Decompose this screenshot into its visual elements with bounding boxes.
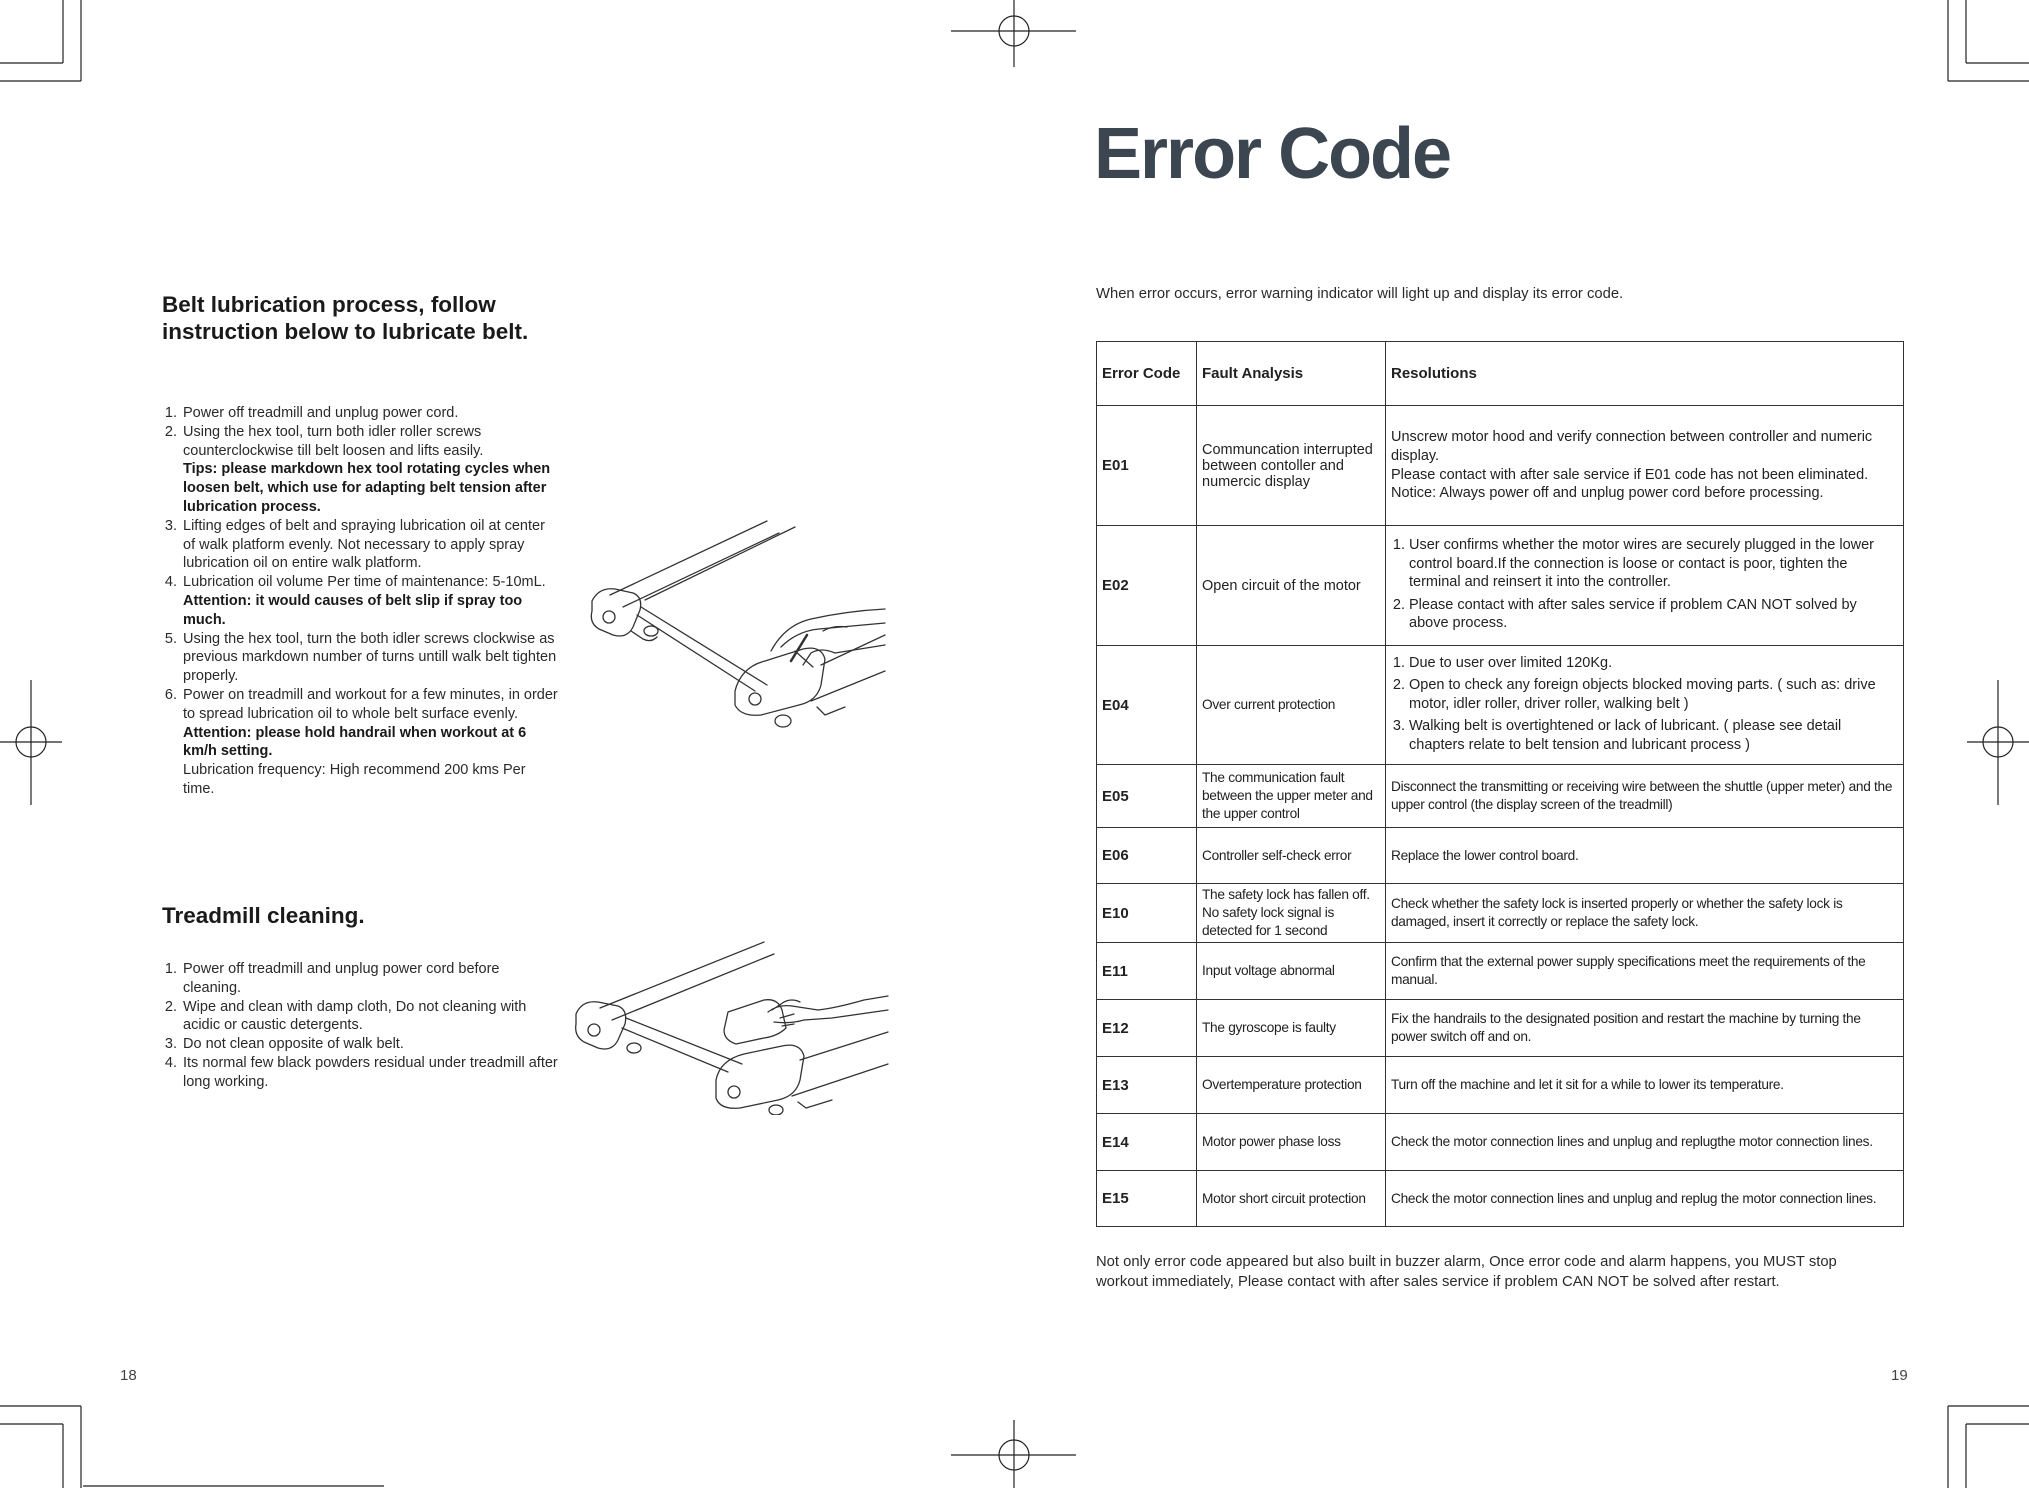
page-number-right: 19 (1891, 1367, 1908, 1384)
error-code-cell: E04 (1097, 646, 1197, 765)
fault-cell: The communication fault between the upper meter and the upper control (1197, 765, 1386, 828)
resolution-line: Notice: Always power off and unplug power cord before processing. (1391, 485, 1824, 502)
page-title: Error Code (1094, 114, 1451, 194)
resolution-line: Unscrew motor hood and verify connection between controller and numeric display. (1391, 429, 1873, 464)
table-row (1097, 1171, 1904, 1227)
fault-cell: Motor short circuit protection (1197, 1171, 1386, 1227)
treadmill-cleaning-illustration (568, 940, 893, 1115)
resolution-cell: Check the motor connection lines and unplug and replug the motor connection lines. (1386, 1171, 1904, 1227)
fault-cell: Open circuit of the motor (1197, 526, 1386, 646)
error-code-cell: E15 (1097, 1171, 1197, 1227)
belt-lubrication-illustration (585, 515, 895, 735)
resolution-cell: Fix the handrails to the designated position and restart the machine by turning the power switch off and on. (1386, 1000, 1904, 1057)
fault-cell: Motor power phase loss (1197, 1114, 1386, 1171)
error-code-cell: E02 (1097, 526, 1197, 646)
list-item: 6. Power on treadmill and workout for a few minutes, in order to spread lubrication oil to whole belt surface evenly. Attention: please hold handrail when workout at 6 km/h setting. Lubrication frequency: High recommend 200 kms Per time. (181, 686, 559, 799)
resolution-cell: Replace the lower control board. (1386, 828, 1904, 884)
resolution-cell: Check the motor connection lines and unplug and replugthe motor connection lines. (1386, 1114, 1904, 1171)
table-row (1097, 828, 1904, 884)
error-code-cell: E05 (1097, 765, 1197, 828)
resolution-item: 2. Please contact with after sales service if problem CAN NOT solved by above process. (1409, 596, 1898, 633)
header-error-code: Error Code (1097, 342, 1197, 406)
resolution-line: Please contact with after sale service if E01 code has not been eliminated. (1391, 466, 1869, 483)
error-code-table (1096, 341, 1904, 1227)
resolution-cell: Turn off the machine and let it sit for a while to lower its temperature. (1386, 1057, 1904, 1114)
table-row (1097, 884, 1904, 943)
resolution-cell (1386, 406, 1904, 526)
fault-cell: The safety lock has fallen off. No safety lock signal is detected for 1 second (1197, 884, 1386, 943)
fault-cell: Overtemperature protection (1197, 1057, 1386, 1114)
list-item: 1. Power off treadmill and unplug power cord before cleaning. (181, 960, 559, 998)
table-row (1097, 1114, 1904, 1171)
resolution-item: 2. Open to check any foreign objects blocked moving parts. ( such as: drive motor, idler roller, driver roller, walking belt ) (1409, 676, 1898, 713)
fault-cell: Communcation interrupted between contoller and numercic display (1197, 406, 1386, 526)
table-row (1097, 406, 1904, 526)
table-header-row (1097, 342, 1904, 406)
list-item: 4. Its normal few black powders residual under treadmill after long working. (181, 1054, 559, 1092)
error-code-cell: E14 (1097, 1114, 1197, 1171)
list-item: 4. Lubrication oil volume Per time of maintenance: 5-10mL. Attention: it would causes of belt slip if spray too much. (181, 573, 559, 629)
fault-cell: Controller self-check error (1197, 828, 1386, 884)
list-item: 3. Lifting edges of belt and spraying lubrication oil at center of walk platform evenly. Not necessary to apply spray lubrication oil on entire walk platform. (181, 517, 559, 573)
error-code-cell: E01 (1097, 406, 1197, 526)
header-fault-analysis: Fault Analysis (1197, 342, 1386, 406)
resolution-cell: Disconnect the transmitting or receiving wire between the shuttle (upper meter) and the upper control (the display screen of the treadmill) (1386, 765, 1904, 828)
table-row (1097, 1000, 1904, 1057)
error-code-cell: E13 (1097, 1057, 1197, 1114)
table-row (1097, 943, 1904, 1000)
header-resolutions: Resolutions (1386, 342, 1904, 406)
resolution-cell: Confirm that the external power supply specifications meet the requirements of the manual. (1386, 943, 1904, 1000)
error-code-cell: E10 (1097, 884, 1197, 943)
page-number-left: 18 (120, 1367, 137, 1384)
error-code-cell: E12 (1097, 1000, 1197, 1057)
footer-note: Not only error code appeared but also built in buzzer alarm, Once error code and alarm happens, you MUST stop workout immediately, Please contact with after sales service if problem CAN NOT be solved after restart. (1096, 1254, 1837, 1290)
resolution-item: 1. User confirms whether the motor wires are securely plugged in the lower control board.If the connection is loose or contact is poor, tighten the terminal and reinsert it into the controller. (1409, 536, 1898, 592)
list-item: 3. Do not clean opposite of walk belt. (181, 1035, 559, 1054)
fault-cell: The gyroscope is faulty (1197, 1000, 1386, 1057)
table-row (1097, 526, 1904, 646)
resolution-cell: Check whether the safety lock is inserted properly or whether the safety lock is damaged, insert it correctly or replace the safety lock. (1386, 884, 1904, 943)
resolution-cell (1386, 646, 1904, 765)
fault-cell: Input voltage abnormal (1197, 943, 1386, 1000)
resolution-item: 1. Due to user over limited 120Kg. (1409, 654, 1898, 673)
resolution-item: 3. Walking belt is overtightened or lack of lubricant. ( please see detail chapters relate to belt tension and lubricant process ) (1409, 717, 1898, 754)
belt-lubrication-steps (162, 404, 559, 799)
intro-text: When error occurs, error warning indicator will light up and display its error code. (1096, 286, 1624, 302)
treadmill-cleaning-title: Treadmill cleaning. (162, 903, 365, 928)
list-item: 2. Wipe and clean with damp cloth, Do not cleaning with acidic or caustic detergents. (181, 998, 559, 1036)
treadmill-cleaning-steps (162, 960, 559, 1092)
table-row (1097, 765, 1904, 828)
table-row (1097, 646, 1904, 765)
list-item: 5. Using the hex tool, turn the both idler screws clockwise as previous markdown number of turns untill walk belt tighten properly. (181, 630, 559, 686)
table-row (1097, 1057, 1904, 1114)
belt-lubrication-title: Belt lubrication process, follow instruction below to lubricate belt. (162, 292, 529, 344)
error-code-cell: E11 (1097, 943, 1197, 1000)
error-code-cell: E06 (1097, 828, 1197, 884)
list-item: 2. Using the hex tool, turn both idler roller screws counterclockwise till belt loosen and lifts easily. Tips: please markdown hex tool rotating cycles when loosen belt, which use for adapting belt tension after lubrication process. (181, 423, 559, 517)
list-item: 1. Power off treadmill and unplug power cord. (181, 404, 559, 423)
resolution-cell (1386, 526, 1904, 646)
fault-cell: Over current protection (1197, 646, 1386, 765)
